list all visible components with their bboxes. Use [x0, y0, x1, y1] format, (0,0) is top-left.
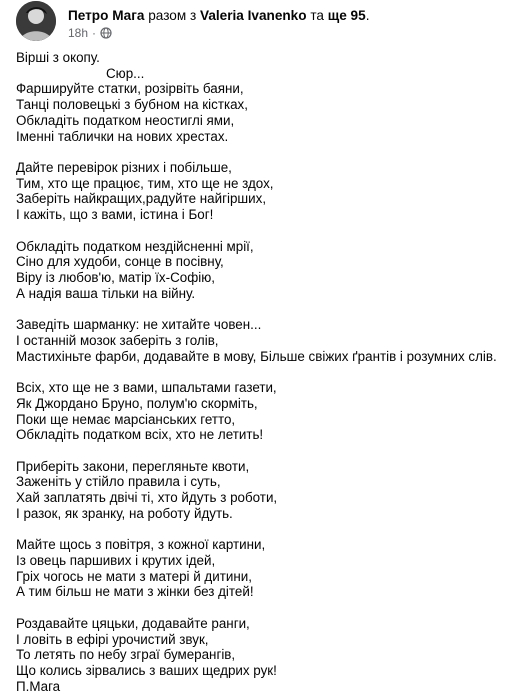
poem-line: Сіно для худоби, сонце в посівну,: [16, 254, 224, 270]
poem-line: Заберіть найкращих,радуйте найгірших,: [16, 191, 267, 207]
meta-separator: ·: [92, 26, 97, 40]
poem-line: Всіх, хто ще не з вами, шпальтами газети,: [16, 380, 277, 396]
poem-line: Як Джордано Бруно, полум'ю скорміть,: [16, 395, 258, 411]
period-text: .: [365, 8, 370, 23]
post-time-link[interactable]: 18h: [68, 26, 89, 40]
poem-line: Обкладіть податком неостиглі ями,: [16, 112, 235, 128]
stanza-2: [16, 160, 521, 223]
stanza-8: [16, 616, 521, 694]
globe-icon[interactable]: [100, 27, 112, 39]
post-header: [0, 0, 530, 44]
poem-line: І ловіть в ефірі урочистий звук,: [16, 631, 209, 647]
poem-line: Майте щось з повітря, з кожної картини,: [16, 537, 266, 553]
poem-line: Заведіть шарманку: не хитайте човен...: [16, 317, 262, 333]
poem-line: А тим більш не мати з жінки без дітей!: [16, 584, 254, 600]
stanza-1: [16, 50, 521, 144]
poem-line: Дайте перевірок різних і побільше,: [16, 160, 232, 176]
with-text: разом з: [148, 8, 197, 23]
others-link[interactable]: ще 95: [327, 8, 366, 23]
poem-line: І кажіть, що з вами, істина і Бог!: [16, 207, 214, 223]
poem-line: Гріх чогось не мати з матері й дитини,: [16, 568, 252, 584]
author-avatar[interactable]: [16, 1, 56, 41]
avatar-image-icon: [16, 1, 56, 41]
poem-line: Мастихіньте фарби, додавайте в мову, Більше свіжих ґрантів і розумних слів.: [16, 348, 497, 364]
poem-line: Хай заплатять двічі ті, хто йдуть з роботи,: [16, 490, 278, 506]
poem-signature: П.Мага: [16, 678, 61, 694]
stanza-3: [16, 239, 521, 302]
stanza-7: [16, 537, 521, 600]
author-name-link[interactable]: Петро Мага: [68, 8, 145, 23]
poem-line: Тим, хто ще працює, тим, хто ще не здох,: [16, 175, 274, 191]
poem-line: Поки ще немає марсіанських гетто,: [16, 411, 236, 427]
stanza-5: [16, 380, 521, 443]
poem-line: То летять по небу зграї бумерангів,: [16, 647, 236, 663]
poem-line: І останній мозок заберіть з голів,: [16, 332, 219, 348]
post-meta: [68, 25, 112, 41]
poem-line: А надія ваша тільки на війну.: [16, 285, 196, 301]
poem-line: Віру із любов'ю, матір їх-Софію,: [16, 270, 215, 286]
and-text: та: [310, 8, 324, 23]
poem-line: Що колись зірвались з ваших щедрих рук!: [16, 663, 277, 679]
poem-line: Обкладіть податком нездійсненні мрії,: [16, 238, 254, 254]
poem-line: Приберіть закони, перегляньте квоти,: [16, 458, 250, 474]
poem-subtitle: Сюр...: [106, 65, 145, 81]
poem-line: Заженіть у стійло правила і суть,: [16, 474, 221, 490]
poem-line: Іменні таблички на нових хрестах.: [16, 128, 229, 144]
poem-title: Вірші з окопу.: [16, 50, 100, 65]
stanza-6: [16, 459, 521, 522]
poem-line: Обкладіть податком всіх, хто не летить!: [16, 427, 264, 443]
poem-line: Роздавайте цяцьки, додавайте ранги,: [16, 615, 250, 631]
poem-line: І разок, як зранку, на роботу йдуть.: [16, 505, 233, 521]
tagged-user-link[interactable]: Valeria Ivanenko: [200, 8, 307, 23]
poem-line: Танці половецькі з бубном на кістках,: [16, 97, 248, 113]
poem-line: Фаршируйте статки, розірвіть баяни,: [16, 81, 244, 97]
poem-line: Із овець паршивих і крутих ідей,: [16, 553, 216, 569]
stanza-4: [16, 317, 521, 364]
author-line: [68, 7, 369, 25]
post-text: [16, 50, 521, 694]
